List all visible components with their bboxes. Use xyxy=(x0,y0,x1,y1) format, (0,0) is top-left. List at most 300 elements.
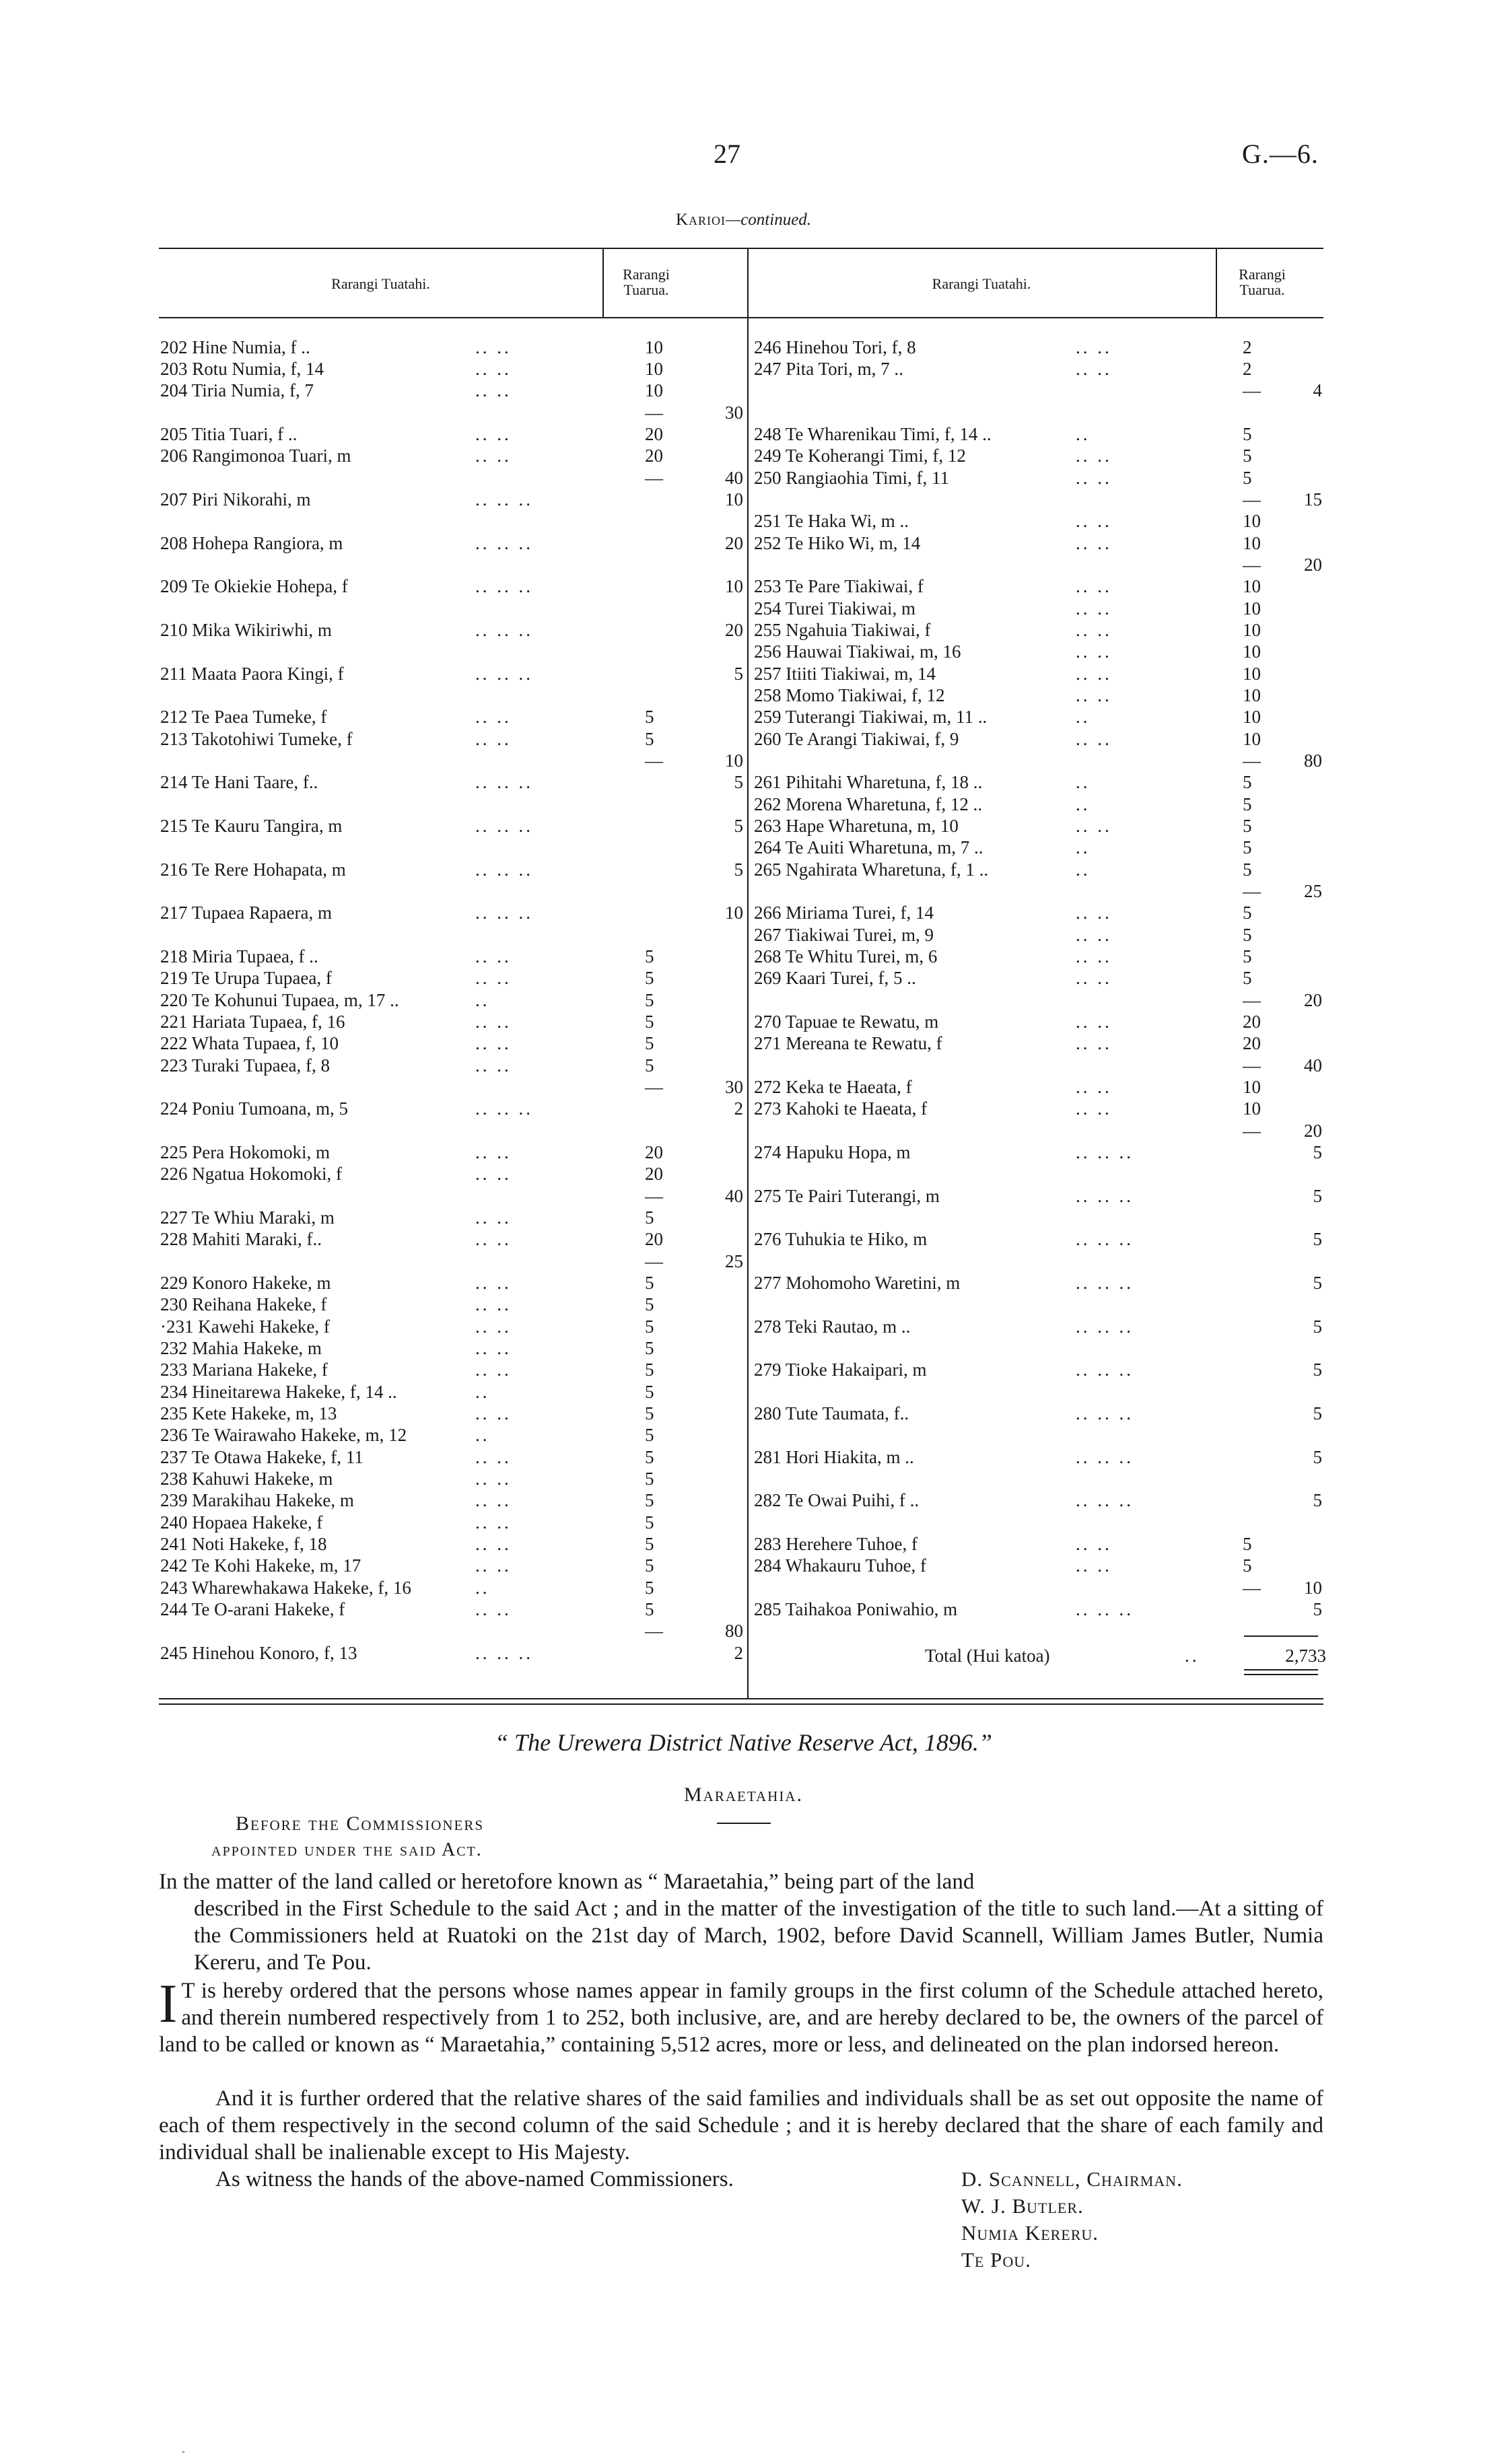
row-leader-dots: .. .. xyxy=(1076,1077,1112,1097)
schedule-row xyxy=(160,902,746,924)
row-individual-share: — xyxy=(1243,1055,1261,1076)
row-name: 260 Te Arangi Tiakiwai, f, 9 xyxy=(754,729,959,749)
row-leader-dots: .. .. xyxy=(475,1490,512,1510)
row-individual-share: — xyxy=(645,1186,663,1206)
row-leader-dots: .. .. xyxy=(475,1316,512,1337)
schedule-row xyxy=(160,1598,746,1620)
row-leader-dots: .. .. xyxy=(1076,1534,1112,1554)
schedule-row xyxy=(160,684,746,706)
schedule-row xyxy=(160,1489,746,1512)
row-individual-share: 5 xyxy=(1243,946,1252,966)
act-title: “ The Urewera District Native Reserve Act, 1896.” xyxy=(495,1729,992,1756)
row-name: 266 Miriama Turei, f, 14 xyxy=(754,903,934,923)
row-name: 226 Ngatua Hokomoki, f xyxy=(160,1164,342,1184)
row-individual-share: 5 xyxy=(645,1294,654,1314)
schedule-row xyxy=(754,467,1326,489)
row-family-share: 20 xyxy=(725,533,743,553)
row-name: 216 Te Rere Hohapata, m xyxy=(160,859,346,880)
schedule-row xyxy=(754,1577,1326,1598)
row-name: 274 Hapuku Hopa, m xyxy=(754,1142,911,1162)
row-individual-share: 10 xyxy=(1243,598,1261,619)
row-name: 280 Tute Taumata, f.. xyxy=(754,1403,909,1423)
schedule-row xyxy=(160,489,746,510)
row-family-share: 10 xyxy=(725,576,743,596)
row-leader-dots: .. .. .. xyxy=(475,859,533,880)
row-name: 278 Teki Rautao, m .. xyxy=(754,1316,911,1337)
row-name: 233 Mariana Hakeke, f xyxy=(160,1360,328,1380)
row-individual-share: 5 xyxy=(645,1555,654,1576)
row-name: 227 Te Whiu Maraki, m xyxy=(160,1207,335,1228)
row-family-share: 5 xyxy=(1313,1186,1322,1206)
row-family-share: 20 xyxy=(1304,1121,1322,1141)
schedule-row xyxy=(754,641,1326,663)
row-leader-dots: .. .. xyxy=(475,1338,512,1358)
row-leader-dots: .. .. xyxy=(475,380,512,400)
row-name: 203 Rotu Numia, f, 14 xyxy=(160,359,324,379)
row-name: 271 Mereana te Rewatu, f xyxy=(754,1033,942,1053)
schedule-row xyxy=(754,598,1326,619)
schedule-row xyxy=(160,402,746,423)
schedule-row xyxy=(754,1251,1326,1272)
row-family-share: 5 xyxy=(1313,1142,1322,1162)
row-leader-dots: .. .. xyxy=(1076,1098,1112,1119)
row-name: 255 Ngahuia Tiakiwai, f xyxy=(754,620,931,640)
row-leader-dots: .. xyxy=(1076,859,1091,880)
row-leader-dots: .. .. xyxy=(475,1294,512,1314)
row-name: 251 Te Haka Wi, m .. xyxy=(754,511,909,531)
signature-te-pou: Te Pou. xyxy=(961,2248,1031,2272)
row-leader-dots: .. .. .. xyxy=(1076,1599,1134,1619)
row-leader-dots: .. .. .. xyxy=(1076,1229,1134,1249)
row-family-share: 40 xyxy=(725,468,743,488)
row-family-share: 30 xyxy=(725,1077,743,1097)
row-individual-share: 5 xyxy=(645,1207,654,1228)
row-leader-dots: .. .. xyxy=(1076,729,1112,749)
row-name: 236 Te Wairawaho Hakeke, m, 12 xyxy=(160,1425,407,1445)
row-leader-dots: .. .. .. xyxy=(1076,1403,1134,1423)
row-leader-dots: .. .. xyxy=(1076,903,1112,923)
schedule-row xyxy=(160,1337,746,1359)
row-name: 235 Kete Hakeke, m, 13 xyxy=(160,1403,337,1423)
row-individual-share: 10 xyxy=(1243,1098,1261,1119)
row-name: 259 Tuterangi Tiakiwai, m, 11 .. xyxy=(754,707,988,727)
row-individual-share: 10 xyxy=(1243,1077,1261,1097)
schedule-row xyxy=(160,358,746,380)
row-name: 237 Te Otawa Hakeke, f, 11 xyxy=(160,1447,364,1467)
row-family-share: 80 xyxy=(1304,750,1322,771)
row-family-share: 5 xyxy=(1313,1229,1322,1249)
schedule-row xyxy=(754,402,1326,423)
schedule-row xyxy=(160,663,746,684)
schedule-row xyxy=(754,859,1326,880)
schedule-row xyxy=(160,1533,746,1555)
row-individual-share: — xyxy=(645,750,663,771)
row-leader-dots: .. .. xyxy=(1076,598,1112,619)
row-name: 220 Te Kohunui Tupaea, m, 17 .. xyxy=(160,990,399,1010)
schedule-row xyxy=(160,1381,746,1403)
row-name: 253 Te Pare Tiakiwai, f xyxy=(754,576,924,596)
schedule-row xyxy=(160,1076,746,1098)
row-name: 210 Mika Wikiriwhi, m xyxy=(160,620,332,640)
row-leader-dots: .. .. .. xyxy=(1076,1316,1134,1337)
row-leader-dots: .. .. xyxy=(475,1229,512,1249)
header-bottom-rule xyxy=(159,317,1323,318)
row-individual-share: 20 xyxy=(1243,1033,1261,1053)
row-leader-dots: .. .. .. xyxy=(475,489,533,509)
document-code: G.—6. xyxy=(1242,139,1319,169)
row-leader-dots: .. xyxy=(475,1425,490,1445)
schedule-row xyxy=(754,706,1326,728)
schedule-row xyxy=(754,1163,1326,1185)
schedule-row xyxy=(754,771,1326,794)
row-leader-dots: .. .. xyxy=(475,337,512,357)
row-family-share: 10 xyxy=(725,750,743,771)
schedule-row xyxy=(754,1359,1326,1381)
schedule-row xyxy=(754,794,1326,815)
row-leader-dots: .. .. xyxy=(1076,1555,1112,1576)
row-individual-share: 5 xyxy=(645,1316,654,1337)
row-leader-dots: .. .. xyxy=(475,729,512,749)
schedule-row xyxy=(754,423,1326,445)
schedule-row xyxy=(160,1207,746,1228)
schedule-row xyxy=(754,1468,1326,1489)
row-name: 261 Pihitahi Wharetuna, f, 18 .. xyxy=(754,772,983,792)
signature-chairman: D. Scannell, Chairman. xyxy=(961,2167,1183,2191)
row-individual-share: 10 xyxy=(1243,707,1261,727)
row-family-share: 40 xyxy=(1304,1055,1322,1076)
row-family-share: 20 xyxy=(1304,990,1322,1010)
section-title: Maraetahia. xyxy=(684,1784,803,1806)
schedule-row xyxy=(754,510,1326,532)
row-individual-share: 5 xyxy=(1243,794,1252,814)
row-leader-dots: .. .. xyxy=(475,1142,512,1162)
row-leader-dots: .. .. xyxy=(475,424,512,444)
schedule-row xyxy=(754,1598,1326,1620)
signature-butler: W. J. Butler. xyxy=(961,2194,1084,2218)
schedule-row xyxy=(160,1055,746,1076)
schedule-row xyxy=(754,1381,1326,1403)
schedule-row xyxy=(754,1512,1326,1533)
row-individual-share: 5 xyxy=(645,1338,654,1358)
schedule-row xyxy=(754,967,1326,989)
row-name: 214 Te Hani Taare, f.. xyxy=(160,772,318,792)
row-family-share: 30 xyxy=(725,402,743,423)
row-leader-dots: .. .. .. xyxy=(475,903,533,923)
row-leader-dots: .. xyxy=(475,1578,490,1598)
schedule-row xyxy=(754,1489,1326,1512)
row-individual-share: — xyxy=(645,1077,663,1097)
row-family-share: 40 xyxy=(725,1186,743,1206)
row-individual-share: 5 xyxy=(645,729,654,749)
row-leader-dots: .. .. xyxy=(1076,946,1112,966)
schedule-row xyxy=(754,1272,1326,1294)
row-name: 265 Ngahirata Wharetuna, f, 1 .. xyxy=(754,859,989,880)
row-individual-share: 2 xyxy=(1243,337,1252,357)
schedule-row xyxy=(160,1272,746,1294)
header-right-share: Rarangi Tuarua. xyxy=(1239,266,1286,299)
row-leader-dots: .. .. .. xyxy=(475,664,533,684)
row-name: 238 Kahuwi Hakeke, m xyxy=(160,1469,333,1489)
total-rule-bottom-2 xyxy=(1244,1674,1318,1675)
row-individual-share: 10 xyxy=(1243,664,1261,684)
row-individual-share: 10 xyxy=(1243,685,1261,705)
row-individual-share: 5 xyxy=(645,1469,654,1489)
row-name: 247 Pita Tori, m, 7 .. xyxy=(754,359,903,379)
row-individual-share: 5 xyxy=(1243,968,1252,988)
schedule-row xyxy=(160,924,746,946)
row-individual-share: 10 xyxy=(1243,729,1261,749)
schedule-row xyxy=(754,989,1326,1011)
row-name: 281 Hori Hiakita, m .. xyxy=(754,1447,914,1467)
schedule-row xyxy=(160,946,746,967)
row-name: 268 Te Whitu Turei, m, 6 xyxy=(754,946,938,966)
row-name: 285 Taihakoa Poniwahio, m xyxy=(754,1599,958,1619)
schedule-row xyxy=(160,1141,746,1163)
row-leader-dots: .. .. xyxy=(1076,664,1112,684)
row-leader-dots: .. .. xyxy=(1076,816,1112,836)
row-leader-dots: .. .. .. xyxy=(1076,1273,1134,1293)
schedule-row xyxy=(754,946,1326,967)
schedule-row xyxy=(754,1207,1326,1228)
row-leader-dots: .. .. .. xyxy=(475,620,533,640)
matter-paragraph xyxy=(159,1868,1323,1976)
schedule-row xyxy=(754,1055,1326,1076)
row-individual-share: 5 xyxy=(645,1447,654,1467)
row-individual-share: 5 xyxy=(645,1599,654,1619)
schedule-row xyxy=(160,445,746,467)
row-leader-dots: .. .. xyxy=(475,1273,512,1293)
row-family-share: 5 xyxy=(1313,1273,1322,1293)
row-family-share: 15 xyxy=(1304,489,1322,509)
row-individual-share: 20 xyxy=(645,446,663,466)
row-leader-dots: .. xyxy=(1076,424,1091,444)
row-name: 228 Mahiti Maraki, f.. xyxy=(160,1229,322,1249)
schedule-row xyxy=(754,1185,1326,1207)
caption-name: Karioi xyxy=(675,211,726,229)
schedule-row xyxy=(754,1555,1326,1577)
row-name: 229 Konoro Hakeke, m xyxy=(160,1273,331,1293)
row-leader-dots: .. .. xyxy=(475,1207,512,1228)
row-leader-dots: .. xyxy=(475,990,490,1010)
table-top-rule xyxy=(159,248,1323,249)
row-individual-share: — xyxy=(1243,990,1261,1010)
row-name: 204 Tiria Numia, f, 7 xyxy=(160,380,314,400)
schedule-row xyxy=(160,728,746,750)
row-individual-share: 5 xyxy=(645,1033,654,1053)
row-leader-dots: .. .. .. xyxy=(1076,1186,1134,1206)
row-family-share: 2 xyxy=(734,1643,743,1663)
row-leader-dots: .. .. xyxy=(1076,641,1112,662)
row-individual-share: — xyxy=(645,468,663,488)
schedule-row xyxy=(754,684,1326,706)
row-name: 283 Herehere Tuhoe, f xyxy=(754,1534,918,1554)
order-paragraph-text: T is hereby ordered that the persons whose names appear in family groups in the first column of the Schedule attached hereto, and therein numbered respectively from 1 to 252, both inclusive, are, and are hereby declared to be, the owners of the parcel of land to be called or known as “ Maraetahia,” containing 5,512 acres, more or less, and delineated on the plan indorsed hereon. xyxy=(159,1979,1323,2057)
row-name: 249 Te Koherangi Timi, f, 12 xyxy=(754,446,966,466)
before-commissioners-line-1: Before the Commissioners xyxy=(236,1812,485,1835)
row-individual-share: 5 xyxy=(1243,903,1252,923)
schedule-row xyxy=(160,641,746,663)
row-name: 270 Tapuae te Rewatu, m xyxy=(754,1012,939,1032)
row-leader-dots: .. xyxy=(1076,772,1091,792)
row-individual-share: 5 xyxy=(1243,837,1252,857)
row-leader-dots: .. .. .. xyxy=(475,533,533,553)
row-leader-dots: .. .. xyxy=(475,1534,512,1554)
row-family-share: 5 xyxy=(1313,1403,1322,1423)
schedule-row xyxy=(160,750,746,771)
row-leader-dots: .. .. xyxy=(475,1469,512,1489)
row-leader-dots: .. .. .. xyxy=(475,772,533,792)
schedule-row xyxy=(754,575,1326,598)
schedule-row xyxy=(160,1424,746,1446)
row-individual-share: 5 xyxy=(1243,446,1252,466)
schedule-row xyxy=(160,1294,746,1316)
row-name: 258 Momo Tiakiwai, f, 12 xyxy=(754,685,945,705)
row-individual-share: — xyxy=(645,1621,663,1641)
col-divider-middle xyxy=(747,248,749,1698)
row-name: 244 Te O-arani Hakeke, f xyxy=(160,1599,345,1619)
row-family-share: 10 xyxy=(1304,1578,1322,1598)
header-left-share: Rarangi Tuarua. xyxy=(623,266,670,299)
schedule-row xyxy=(754,380,1326,402)
schedule-row xyxy=(754,1316,1326,1337)
row-leader-dots: .. .. xyxy=(475,1512,512,1533)
schedule-row xyxy=(160,837,746,859)
row-family-share: 5 xyxy=(734,859,743,880)
row-leader-dots: .. .. xyxy=(1076,533,1112,553)
row-leader-dots: .. .. xyxy=(475,1403,512,1423)
row-name: 242 Te Kohi Hakeke, m, 17 xyxy=(160,1555,361,1576)
row-leader-dots: .. .. .. xyxy=(475,1643,533,1663)
row-individual-share: — xyxy=(1243,555,1261,575)
row-name: 207 Piri Nikorahi, m xyxy=(160,489,311,509)
schedule-row xyxy=(754,837,1326,859)
row-individual-share: 5 xyxy=(645,1360,654,1380)
schedule-row xyxy=(160,1120,746,1141)
schedule-row xyxy=(160,554,746,575)
row-leader-dots: .. .. xyxy=(1076,925,1112,945)
row-leader-dots: .. .. xyxy=(1076,337,1112,357)
row-individual-share: 20 xyxy=(645,1142,663,1162)
row-name: 250 Rangiaohia Timi, f, 11 xyxy=(754,468,950,488)
row-individual-share: — xyxy=(1243,881,1261,901)
row-individual-share: 20 xyxy=(645,424,663,444)
row-individual-share: — xyxy=(1243,1121,1261,1141)
row-family-share: 5 xyxy=(1313,1447,1322,1467)
row-name: 264 Te Auiti Wharetuna, m, 7 .. xyxy=(754,837,983,857)
schedule-row xyxy=(754,902,1326,924)
row-family-share: 10 xyxy=(725,903,743,923)
row-individual-share: — xyxy=(645,1251,663,1271)
schedule-row xyxy=(160,1620,746,1642)
right-schedule-list xyxy=(754,337,1326,1642)
row-individual-share: 5 xyxy=(645,1512,654,1533)
row-leader-dots: .. .. xyxy=(1076,446,1112,466)
row-name: 277 Mohomoho Waretini, m xyxy=(754,1273,961,1293)
row-family-share: 5 xyxy=(734,772,743,792)
row-name: 252 Te Hiko Wi, m, 14 xyxy=(754,533,921,553)
row-family-share: 5 xyxy=(734,816,743,836)
matter-paragraph-first-line: In the matter of the land called or heretofore known as “ Maraetahia,” being part of the land xyxy=(159,1870,975,1894)
schedule-row xyxy=(754,1011,1326,1032)
schedule-row xyxy=(754,880,1326,902)
total-value: 2,733 xyxy=(1285,1646,1326,1666)
row-name: 205 Titia Tuari, f .. xyxy=(160,424,298,444)
row-family-share: 10 xyxy=(725,489,743,509)
row-leader-dots: .. .. xyxy=(475,359,512,379)
row-leader-dots: .. .. xyxy=(475,1360,512,1380)
table-bottom-rule-2 xyxy=(159,1703,1323,1705)
bottom-mark: - xyxy=(182,2447,185,2457)
schedule-row xyxy=(754,728,1326,750)
row-individual-share: 5 xyxy=(1243,1534,1252,1554)
row-name: 219 Te Urupa Tupaea, f xyxy=(160,968,332,988)
row-family-share: 20 xyxy=(725,620,743,640)
row-family-share: 5 xyxy=(1313,1316,1322,1337)
drop-cap: I xyxy=(159,1973,178,2034)
schedule-row xyxy=(160,1316,746,1337)
order-paragraph xyxy=(159,1973,1323,2058)
row-name: 263 Hape Wharetuna, m, 10 xyxy=(754,816,959,836)
row-name: 217 Tupaea Rapaera, m xyxy=(160,903,332,923)
row-leader-dots: .. .. xyxy=(1076,968,1112,988)
schedule-row xyxy=(160,967,746,989)
total-row xyxy=(754,1645,1326,1666)
schedule-row xyxy=(754,663,1326,684)
schedule-row xyxy=(160,1011,746,1032)
row-leader-dots: .. .. xyxy=(475,1012,512,1032)
row-individual-share: 5 xyxy=(645,707,654,727)
schedule-row xyxy=(754,1294,1326,1316)
schedule-row xyxy=(160,1642,746,1664)
col-divider-right-share xyxy=(1216,248,1217,318)
schedule-row xyxy=(754,337,1326,358)
row-leader-dots: .. .. xyxy=(1076,620,1112,640)
row-leader-dots: .. .. .. xyxy=(1076,1490,1134,1510)
caption-suffix: —continued. xyxy=(725,211,812,229)
row-name: 273 Kahoki te Haeata, f xyxy=(754,1098,928,1119)
row-individual-share: 5 xyxy=(645,1382,654,1402)
row-leader-dots: .. .. xyxy=(475,946,512,966)
row-family-share: 2 xyxy=(734,1098,743,1119)
schedule-row xyxy=(754,554,1326,575)
schedule-row xyxy=(160,771,746,794)
left-schedule-list xyxy=(160,337,746,1664)
schedule-row xyxy=(160,619,746,641)
row-individual-share: 5 xyxy=(1243,859,1252,880)
row-individual-share: 5 xyxy=(1243,1555,1252,1576)
row-individual-share: 20 xyxy=(1243,1012,1261,1032)
schedule-row xyxy=(160,706,746,728)
row-individual-share: 10 xyxy=(1243,641,1261,662)
total-label: Total (Hui katoa) xyxy=(925,1646,1050,1666)
row-individual-share: 5 xyxy=(645,1425,654,1445)
schedule-row xyxy=(160,880,746,902)
row-name: 243 Wharewhakawa Hakeke, f, 16 xyxy=(160,1578,411,1598)
row-individual-share: 5 xyxy=(1243,772,1252,792)
schedule-row xyxy=(754,1337,1326,1359)
schedule-row xyxy=(754,358,1326,380)
row-leader-dots: .. .. .. xyxy=(1076,1142,1134,1162)
row-name: 232 Mahia Hakeke, m xyxy=(160,1338,322,1358)
row-individual-share: 5 xyxy=(645,1403,654,1423)
row-leader-dots: .. .. xyxy=(475,1599,512,1619)
row-name: 279 Tioke Hakaipari, m xyxy=(754,1360,927,1380)
row-individual-share: — xyxy=(1243,489,1261,509)
row-name: 272 Keka te Haeata, f xyxy=(754,1077,912,1097)
row-leader-dots: .. .. xyxy=(1076,576,1112,596)
schedule-row xyxy=(160,1403,746,1424)
schedule-row xyxy=(160,532,746,554)
